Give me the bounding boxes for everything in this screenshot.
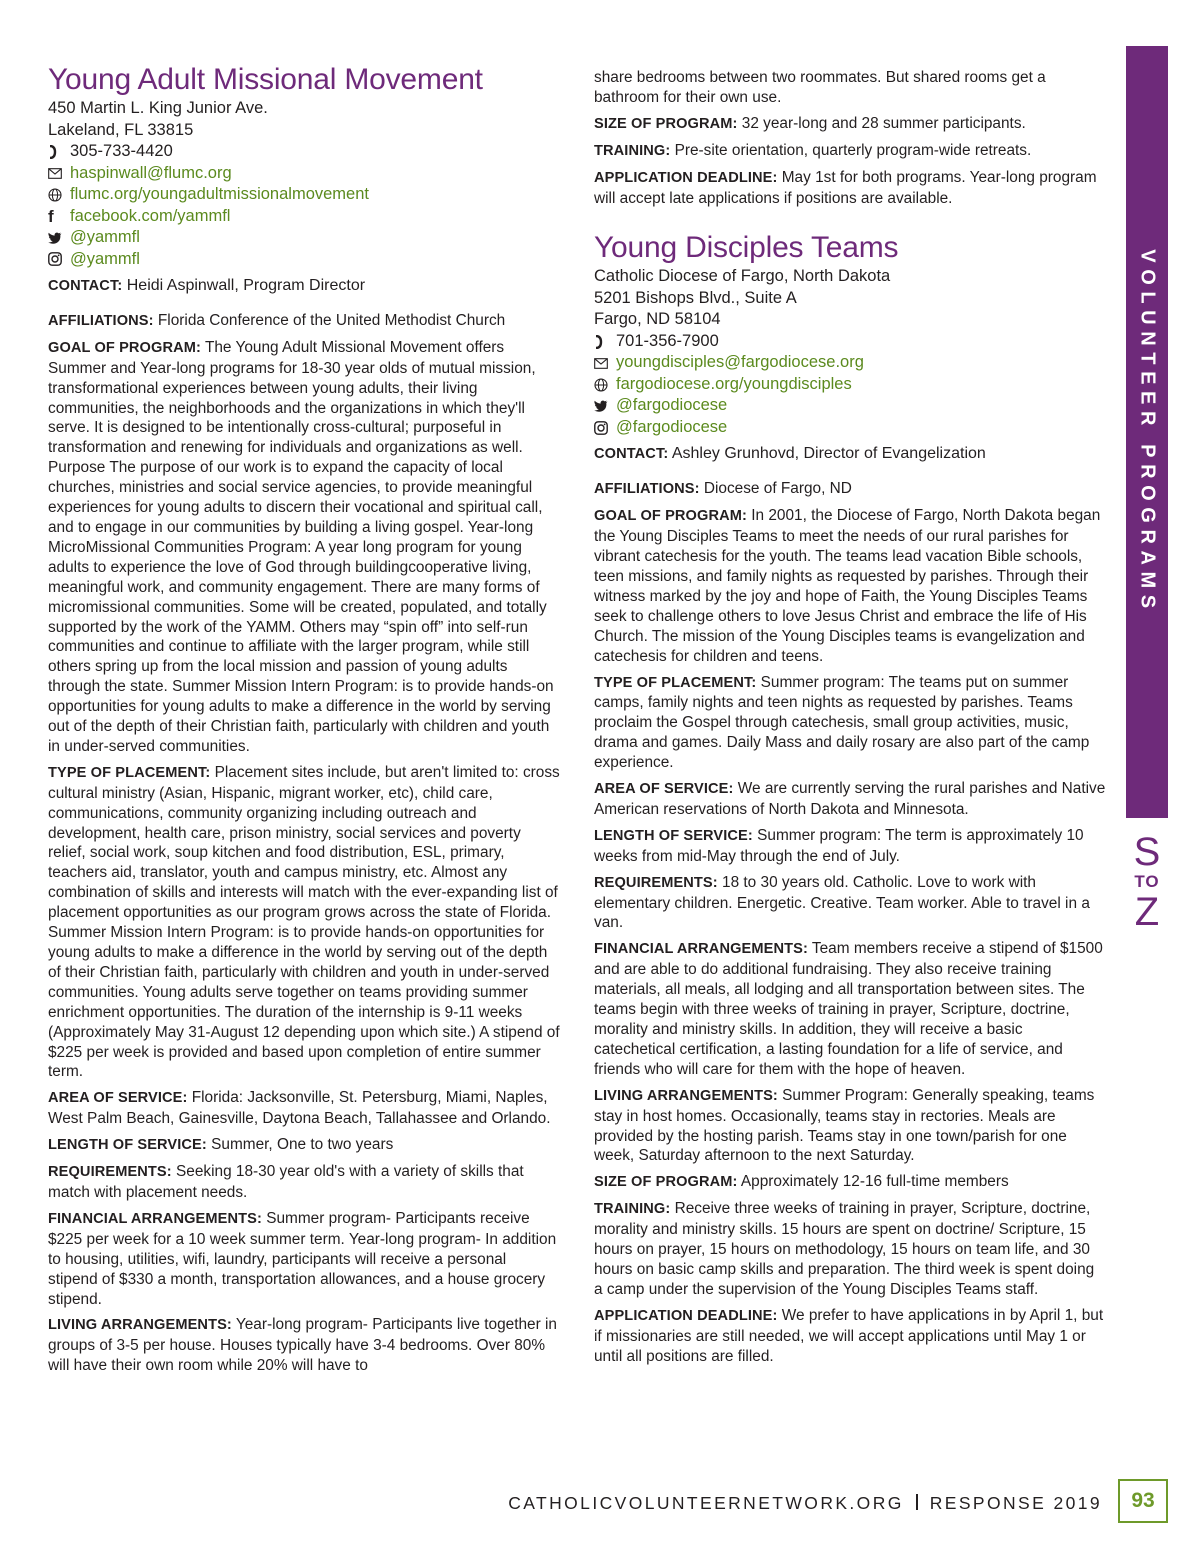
section-text: Summer Program: Generally speaking, teams stay in host homes. Occasionally, teams stay in rectories. Meals are provided by the hosting parish. Teams stay in one town/parish for one week, Saturday afternoon to the next Saturday. <box>594 1086 1095 1165</box>
training-section <box>594 141 1106 162</box>
section-text: We prefer to have applications in by April 1, but if missionaries are still needed, we will accept applications until May 1 or until all positions are filled. <box>594 1306 1104 1365</box>
section-label: FINANCIAL ARRANGEMENTS: <box>594 941 808 958</box>
page-number: 93 <box>1118 1479 1168 1523</box>
section-label: REQUIREMENTS: <box>594 874 718 891</box>
instagram-line <box>594 417 1106 439</box>
twitter-icon <box>594 400 616 412</box>
phone-line <box>594 331 1106 353</box>
phone-icon <box>48 145 70 159</box>
address-line: Fargo, ND 58104 <box>594 310 721 329</box>
deadline-section <box>594 168 1106 209</box>
section-text: Florida: Jacksonville, St. Petersburg, Miami, Naples, West Palm Beach, Gainesville, Daytona Beach, Tallahassee and Orlando. <box>48 1089 551 1128</box>
requirements-section <box>594 873 1106 934</box>
section-label: TRAINING: <box>594 1201 671 1218</box>
twitter-line <box>594 395 1106 417</box>
section-text: Seeking 18-30 year old's with a variety of skills that match with placement needs. <box>48 1163 524 1201</box>
section-label: SIZE OF PROGRAM: <box>594 115 738 132</box>
section-text: Diocese of Fargo, ND <box>703 480 852 498</box>
section-text: Placement sites include, but aren't limited to: cross cultural ministry (Asian, Hispanic, migrant worker, etc), child care, communications, community organizing including outreach and development, health care, prison ministry, social services and poverty relief, social work, soup kitchen and food distribution, ESL, primary, teachers aid, translator, youth and campus ministry, etc. Almost any combination of skills and interests will match with the ever-expanding list of placement opportunities as our program grows across the state of Florida. Summer Mission Intern Program: is to provide hands-on opportunities for young adults to make a difference in the world by serving out of the depth of their Christian faith, particularly with children and youth in under-served communities. Young adults serve together on teams providing summer enrichment opportunities. The duration of the internship is 9-11 weeks (Approximately May 31-August 12 depending upon which site.) A stipend of $225 per week is provided and based upon completion of entire summer term. <box>48 763 560 1081</box>
instagram-handle[interactable]: @fargodiocese <box>616 417 728 436</box>
twitter-icon <box>48 232 70 244</box>
living-section <box>48 1315 560 1376</box>
footer-divider <box>916 1494 918 1510</box>
instagram-icon <box>594 421 616 435</box>
globe-icon <box>48 188 70 202</box>
footer-site: CATHOLICVOLUNTEERNETWORK.ORG <box>508 1493 904 1513</box>
financial-section <box>48 1209 560 1310</box>
goal-section <box>594 506 1106 666</box>
email-link[interactable]: youngdisciples@fargodiocese.org <box>616 353 864 372</box>
section-text: Year-long program- Participants live together in groups of 3-5 per house. Houses typically have 3-4 bedrooms. Over 80% will have their own room while 20% will have to <box>48 1316 557 1375</box>
section-text: May 1st for both programs. Year-long program will accept late applications if positions are available. <box>594 168 1097 207</box>
goal-section <box>48 338 560 757</box>
address-line: 5201 Bishops Blvd., Suite A <box>594 288 797 307</box>
contact-paragraph <box>594 444 1106 465</box>
phone-number: 701-356-7900 <box>616 331 719 350</box>
section-label: APPLICATION DEADLINE: <box>594 1307 778 1324</box>
size-section <box>594 1172 1106 1193</box>
area-section <box>48 1088 560 1129</box>
phone-number: 305-733-4420 <box>70 142 173 160</box>
training-section <box>594 1199 1106 1300</box>
placement-section <box>48 763 560 1083</box>
facebook-icon: f <box>48 206 54 226</box>
section-label: SIZE OF PROGRAM: <box>594 1174 738 1191</box>
section-text: In 2001, the Diocese of Fargo, North Dakota began the Young Disciples Teams to meet the needs of our rural parishes for vibrant catechesis for the youth. The teams lead vacation Bible schools, teen missions, and family nights as requested by parishes. Through their witness marked by the joy and hope of Faith, the Young Disciples Teams seek to challenge others to love Jesus Christ and embrace the life of His Church. The mission of the Young Disciples teams is evangelization and catechesis for children and teens. <box>594 507 1101 665</box>
section-text: Receive three weeks of training in prayer, Scripture, doctrine, morality and ministry skills. 15 hours are spent on doctrine/ Scripture, 15 hours on prayer, 15 hours on methodology, 15 hours on team life, and 30 hours on basic camp skills and preparation. The third week is spent doing a camp under the supervision of the Young Disciples Teams staff. <box>594 1200 1095 1298</box>
section-label: GOAL OF PROGRAM: <box>594 508 747 525</box>
section-label: LENGTH OF SERVICE: <box>594 827 753 844</box>
section-label: TYPE OF PLACEMENT: <box>48 764 211 781</box>
org-title: Young Adult Missional Movement <box>48 63 483 96</box>
affiliations-section <box>594 479 1106 500</box>
instagram-icon <box>48 252 70 266</box>
living-section <box>594 1086 1106 1167</box>
phone-icon <box>594 335 616 349</box>
envelope-icon <box>594 358 616 369</box>
alpha-range <box>1126 832 1168 932</box>
twitter-handle[interactable]: @fargodiocese <box>616 396 728 415</box>
sidebar-label-wrap <box>1126 46 1168 818</box>
section-text: Summer program: The term is approximately 10 weeks from mid-May through the end of July. <box>594 826 1084 865</box>
email-link[interactable]: haspinwall@flumc.org <box>70 163 232 182</box>
org-title: Young Disciples Teams <box>594 231 899 265</box>
address-line: Catholic Diocese of Fargo, North Dakota <box>594 267 891 286</box>
section-text: Approximately 12-16 full-time members <box>740 1173 1009 1191</box>
section-text: Pre-site orientation, quarterly program-wide retreats. <box>674 141 1032 159</box>
financial-section <box>594 939 1106 1079</box>
contact-name: Ashley Grunhovd, Director of Evangelization <box>671 445 986 463</box>
website-link[interactable]: flumc.org/youngadultmissionalmovement <box>70 185 369 203</box>
section-label: FINANCIAL ARRANGEMENTS: <box>48 1210 262 1227</box>
facebook-line <box>48 206 560 228</box>
section-text: Summer program- Participants receive $225 per week for a 10 week summer term. Year-long program- In addition to housing, utilities, wifi, laundry, participants will receive a personal stipend of $330 a month, transportation allowances, and a house grocery stipend. <box>48 1209 557 1308</box>
website-link[interactable]: fargodiocese.org/youngdisciples <box>616 374 852 393</box>
section-text: 18 to 30 years old. Catholic. Love to work with elementary children. Energetic. Creative. Team worker. Able to travel in a van. <box>594 873 1090 932</box>
section-text: Florida Conference of the United Methodist Church <box>157 311 506 329</box>
section-text: 32 year-long and 28 summer participants. <box>741 114 1026 132</box>
size-section <box>594 114 1106 135</box>
section-label: TYPE OF PLACEMENT: <box>594 674 757 691</box>
website-line <box>48 184 560 206</box>
twitter-handle[interactable]: @yammfl <box>70 228 140 246</box>
footer-issue: RESPONSE 2019 <box>929 1493 1102 1513</box>
section-label: CONTACT: <box>594 446 669 463</box>
section-label: AREA OF SERVICE: <box>594 781 734 798</box>
section-label: AFFILIATIONS: <box>594 481 700 498</box>
alpha-range-to: TO <box>1134 872 1160 891</box>
website-line <box>594 374 1106 396</box>
requirements-section <box>48 1162 560 1203</box>
address-line: 450 Martin L. King Junior Ave. <box>48 99 268 117</box>
continuation-text: share bedrooms between two roommates. But shared rooms get a bathroom for their own use. <box>594 69 1046 106</box>
address-line: Lakeland, FL 33815 <box>48 120 194 139</box>
section-label: LIVING ARRANGEMENTS: <box>48 1317 232 1334</box>
section-label: REQUIREMENTS: <box>48 1164 172 1181</box>
section-label: AFFILIATIONS: <box>48 312 154 329</box>
section-text: We are currently serving the rural parishes and Native American reservations of North Dakota and Minnesota. <box>594 780 1106 818</box>
email-line <box>594 352 1106 374</box>
instagram-handle[interactable]: @yammfl <box>70 249 140 268</box>
length-section <box>48 1135 560 1156</box>
globe-icon <box>594 378 616 392</box>
section-label: LENGTH OF SERVICE: <box>48 1137 207 1154</box>
section-text: Summer program: The teams put on summer camps, family nights and teen nights as requested by parishes. Teams proclaim the Gospel through catechesis, small group activities, music, drama and games. Daily Mass and daily rosary are also part of the camp experience. <box>594 673 1090 772</box>
section-label: CONTACT: <box>48 278 123 294</box>
twitter-line <box>48 227 560 249</box>
section-label: AREA OF SERVICE: <box>48 1090 188 1107</box>
section-label: APPLICATION DEADLINE: <box>594 169 778 186</box>
area-section <box>594 779 1106 820</box>
placement-section <box>594 673 1106 774</box>
envelope-icon <box>48 168 70 179</box>
instagram-line <box>48 249 560 271</box>
alpha-range-end: Z <box>1134 890 1160 934</box>
right-column <box>594 68 1106 1373</box>
contact-paragraph <box>48 276 560 297</box>
section-label: GOAL OF PROGRAM: <box>48 339 201 356</box>
section-text: Summer, One to two years <box>211 1136 394 1154</box>
phone-line <box>48 141 560 163</box>
facebook-link[interactable]: facebook.com/yammfl <box>70 206 231 225</box>
page-footer <box>508 1493 1102 1514</box>
length-section <box>594 826 1106 867</box>
section-text: Team members receive a stipend of $1500 and are able to do additional fundraising. They also receive training materials, all meals, all lodging and all transportation between sites. The teams begin with three weeks of training in prayer, Scripture, doctrine, morality and ministry skills. In addition, they will receive a basic catechetical certification, a lasting foundation for a life of service, and friends who will care for them with the hope of heaven. <box>594 940 1103 1078</box>
section-text: The Young Adult Missional Movement offers Summer and Year-long programs for 18-30 year olds of mutual mission, transformational experiences between young adults, their living communities, the neighborhoods and the organizations in which they'll serve. It is designed to be intentionally cross-cultural; purposeful in transformation and renewing for individuals and organizations as well. Purpose The purpose of our work is to expand the capacity of local churches, ministries and social service agencies, to provide meaningful experiences for young adults to discern their vocational and spiritual call, and to engage in our communities by building a living gospel. Year-long MicroMissional Communities Program: A year long program for young adults to experience the love of God through buildingcooperative living, meaningful work, and community engagement. There are many forms of micromissional communities. Some will be created, populated, and totally supported by the work of the YAMM. Others may “spin off” into self-run communities and continue to affiliate with the larger program, while still others spring up from the local mission and passion of young adults through the state. Summer Mission Intern Program: is to provide hands-on opportunities for young adults to make a difference in the world by serving out of the depth of their Christian faith, particularly with children and youth in under-served communities. <box>48 338 554 755</box>
section-label: LIVING ARRANGEMENTS: <box>594 1087 778 1104</box>
contact-name: Heidi Aspinwall, Program Director <box>126 277 366 294</box>
affiliations-section <box>48 311 560 332</box>
left-column <box>48 62 560 1382</box>
alpha-range-start: S <box>1133 830 1161 874</box>
deadline-section <box>594 1306 1106 1367</box>
sidebar-label: VOLUNTEER PROGRAMS <box>1136 249 1159 615</box>
email-line <box>48 163 560 185</box>
section-label: TRAINING: <box>594 142 671 159</box>
